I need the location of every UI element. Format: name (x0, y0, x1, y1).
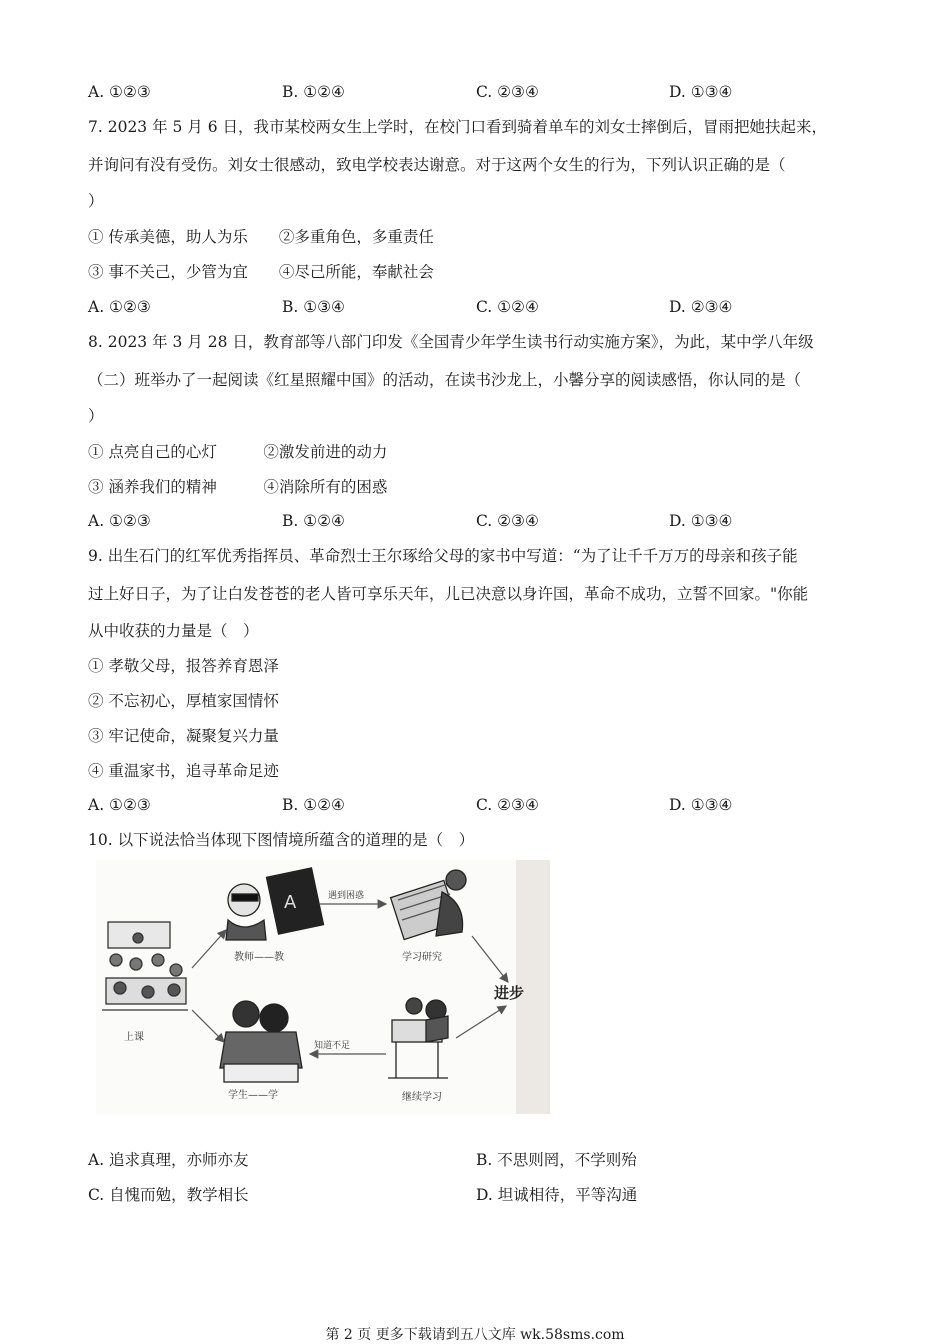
label-class: 上课 (124, 1032, 144, 1043)
q8-stem-line3: ） (88, 407, 104, 425)
q9-option-c: C. ②③④ (476, 796, 539, 814)
q8-option-d: D. ①③④ (669, 512, 733, 530)
desk-study-icon (388, 998, 448, 1078)
q7-stem-line2: 并询问有没有受伤。刘女士很感动，致电学校表达谢意。对于这两个女生的行为，下列认识正确的是（ (88, 156, 786, 174)
q10-option-a: A. 追求真理，亦师亦友 (88, 1151, 249, 1169)
q7-stem-line3: ） (88, 192, 104, 210)
q7-statements-2: ③ 事不关己，少管为宜 ④尽己所能，奉献社会 (88, 263, 434, 281)
label-continue: 继续学习 (402, 1092, 442, 1103)
q6-option-c: C. ②③④ (476, 83, 539, 101)
label-teacher: 教师——教 (234, 952, 284, 963)
label-insufficient: 知道不足 (314, 1041, 351, 1051)
page-footer: 第 2 页 更多下载请到五八文库 wk.58sms.com (325, 1327, 625, 1343)
q6-option-d: D. ①③④ (669, 83, 733, 101)
label-research: 学习研究 (402, 952, 442, 963)
q7-option-a: A. ①②③ (88, 298, 151, 316)
q9-statement-2: ② 不忘初心，厚植家国情怀 (88, 692, 279, 710)
q7-option-c: C. ①②④ (476, 298, 539, 316)
q9-statement-1: ① 孝敬父母，报答养育恩泽 (88, 657, 279, 675)
label-student: 学生——学 (228, 1090, 278, 1101)
q9-statement-3: ③ 牢记使命，凝聚复兴力量 (88, 727, 279, 745)
label-progress: 进步 (494, 984, 525, 1002)
q10-option-c: C. 自愧而勉，教学相长 (88, 1186, 249, 1204)
q10-option-d: D. 坦诚相待，平等沟通 (476, 1186, 638, 1204)
q6-option-a: A. ①②③ (88, 83, 151, 101)
q8-option-b: B. ①②④ (282, 512, 345, 530)
teaching-learning-illustration (96, 860, 550, 1114)
q10-stem: 10. 以下说法恰当体现下图情境所蕴含的道理的是（ ） (88, 831, 475, 849)
q9-option-a: A. ①②③ (88, 796, 151, 814)
q8-stem-line2: （二）班举办了一起阅读《红星照耀中国》的活动，在读书沙龙上，小馨分享的阅读感悟，你认同的是（ (88, 371, 802, 389)
studying-books-icon (391, 870, 466, 940)
q7-option-b: B. ①③④ (282, 298, 345, 316)
q8-option-a: A. ①②③ (88, 512, 151, 530)
illustration-svg (96, 860, 550, 1114)
q9-stem-line3: 从中收获的力量是（ ） (88, 622, 259, 640)
q9-stem-line2: 过上好日子，为了让白发苍苍的老人皆可享乐天年，儿已决意以身许国，革命不成功，立誓不回家。"你能 (88, 585, 809, 603)
q10-option-b: B. 不思则罔，不学则殆 (476, 1151, 637, 1169)
q8-statements-1: ① 点亮自己的心灯 ②激发前进的动力 (88, 443, 388, 461)
classroom-scene-icon (102, 922, 188, 1010)
q9-stem-line1: 9. 出生石门的红军优秀指挥员、革命烈士王尔琢给父母的家书中写道：“为了让千千万万的母亲和孩子能 (88, 547, 798, 565)
q9-statement-4: ④ 重温家书，追寻革命足迹 (88, 762, 279, 780)
q8-option-c: C. ②③④ (476, 512, 539, 530)
svg-text:A: A (284, 892, 297, 913)
teacher-icon (226, 868, 324, 940)
q6-option-b: B. ①②④ (282, 83, 345, 101)
q9-option-b: B. ①②④ (282, 796, 345, 814)
q7-option-d: D. ②③④ (669, 298, 733, 316)
q8-statements-2: ③ 涵养我们的精神 ④消除所有的困惑 (88, 478, 388, 496)
q8-stem-line1: 8. 2023 年 3 月 28 日，教育部等八部门印发《全国青少年学生读书行动实施方案》，为此，某中学八年级 (88, 333, 814, 351)
q7-stem-line1: 7. 2023 年 5 月 6 日，我市某校两女生上学时，在校门口看到骑着单车的刘女士摔倒后，冒雨把她扶起来， (88, 118, 828, 136)
q7-statements-1: ① 传承美德，助人为乐 ②多重角色，多重责任 (88, 228, 434, 246)
q9-option-d: D. ①③④ (669, 796, 733, 814)
label-problem: 遇到困惑 (328, 891, 365, 901)
student-icon (220, 1001, 302, 1082)
